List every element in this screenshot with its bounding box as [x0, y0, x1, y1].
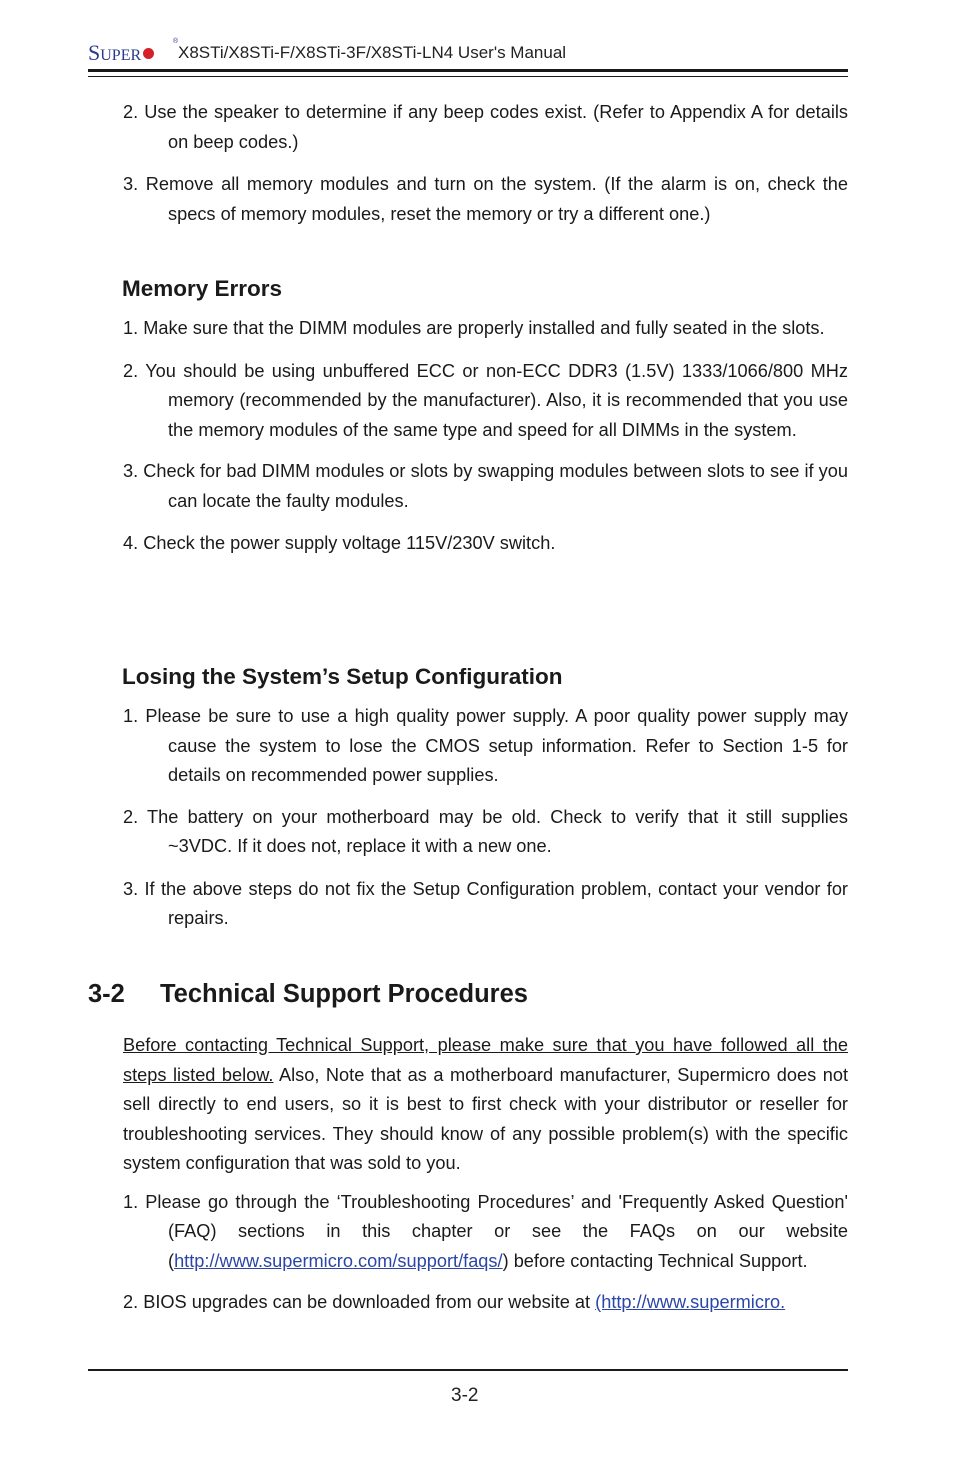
memory-errors-heading: Memory Errors: [122, 276, 283, 301]
intro-list: [123, 98, 848, 229]
list-item: 3. If the above steps do not fix the Setup Configuration problem, contact your vendor for repairs.: [123, 878, 848, 928]
section-number: 3-2: [88, 980, 125, 1008]
logo-letter: S: [88, 40, 101, 65]
logo-letters: UPER: [100, 47, 142, 64]
list-item: [123, 1188, 848, 1277]
item-text: 1. Please go through the ‘Troubleshooting Procedures’ and 'Frequently Asked Question' (FAQ) sections in this chapter or see the FAQs on our website (: [123, 1191, 848, 1271]
intro-text: Also, Note that as a motherboard manufacturer, Supermicro does not sell directly to end users, so it is best to first check with your distributor or reseller for troubleshooting services. They should know of any possible problem(s) with the specific system configuration that was sold to you.: [123, 1064, 848, 1173]
list-item: 3. Remove all memory modules and turn on the system. (If the alarm is on, check the specs of memory modules, reset the memory or try a different one.): [123, 174, 848, 224]
logo-dot-icon: [143, 48, 154, 59]
list-item: [123, 1288, 848, 1318]
list-item: 3. Check for bad DIMM modules or slots by swapping modules between slots to see if you can locate the faulty modules.: [123, 461, 848, 511]
page-header: [88, 38, 848, 68]
faq-link[interactable]: http://www.supermicro.com/support/faqs/: [174, 1250, 503, 1271]
intro-paragraph: [123, 1031, 848, 1179]
memory-errors-list: [123, 314, 848, 559]
manual-title: X8STi/X8STi-F/X8STi-3F/X8STi-LN4 User's Manual: [178, 43, 567, 62]
section-title: Technical Support Procedures: [160, 980, 528, 1008]
header-rule-thin: [88, 76, 848, 77]
footer-rule: [88, 1369, 848, 1371]
page-number: 3-2: [451, 1385, 479, 1406]
registered-mark: ®: [173, 38, 179, 45]
list-item: 2. You should be using unbuffered ECC or non-ECC DDR3 (1.5V) 1333/1066/800 MHz memory (recommended by the manufacturer). Also, it is recommended that you use the memory modules of the same type and speed for all DIMMs in the system.: [123, 360, 848, 440]
setup-config-heading: Losing the System’s Setup Configuration: [122, 664, 563, 689]
list-item: 1. Make sure that the DIMM modules are properly installed and fully seated in the slots.: [123, 318, 825, 338]
setup-config-list: [123, 702, 848, 934]
list-item: 2. Use the speaker to determine if any beep codes exist. (Refer to Appendix A for details on beep codes.): [123, 102, 848, 152]
list-item: 4. Check the power supply voltage 115V/230V switch.: [123, 533, 556, 553]
list-item: 1. Please be sure to use a high quality power supply. A poor quality power supply may cause the system to lose the CMOS setup information. Refer to Section 1-5 for details on recommended power supplies.: [123, 706, 848, 785]
section-heading: [88, 980, 528, 1009]
item-text: 2. BIOS upgrades can be downloaded from our website at: [123, 1292, 596, 1312]
list-item: 2. The battery on your motherboard may be old. Check to verify that it still supplies ~3VDC. If it does not, replace it with a new one.: [123, 806, 848, 856]
intro-underlined-text: Before contacting Technical Support, please make sure that you have followed all the steps listed below.: [123, 1035, 848, 1085]
supermicro-logo: [88, 40, 154, 66]
tech-support-body: [123, 1031, 848, 1318]
header-rule-thick: [88, 69, 848, 72]
bios-link[interactable]: (http://www.supermicro.: [595, 1292, 786, 1312]
item-text: ) before contacting Technical Support.: [502, 1250, 808, 1271]
